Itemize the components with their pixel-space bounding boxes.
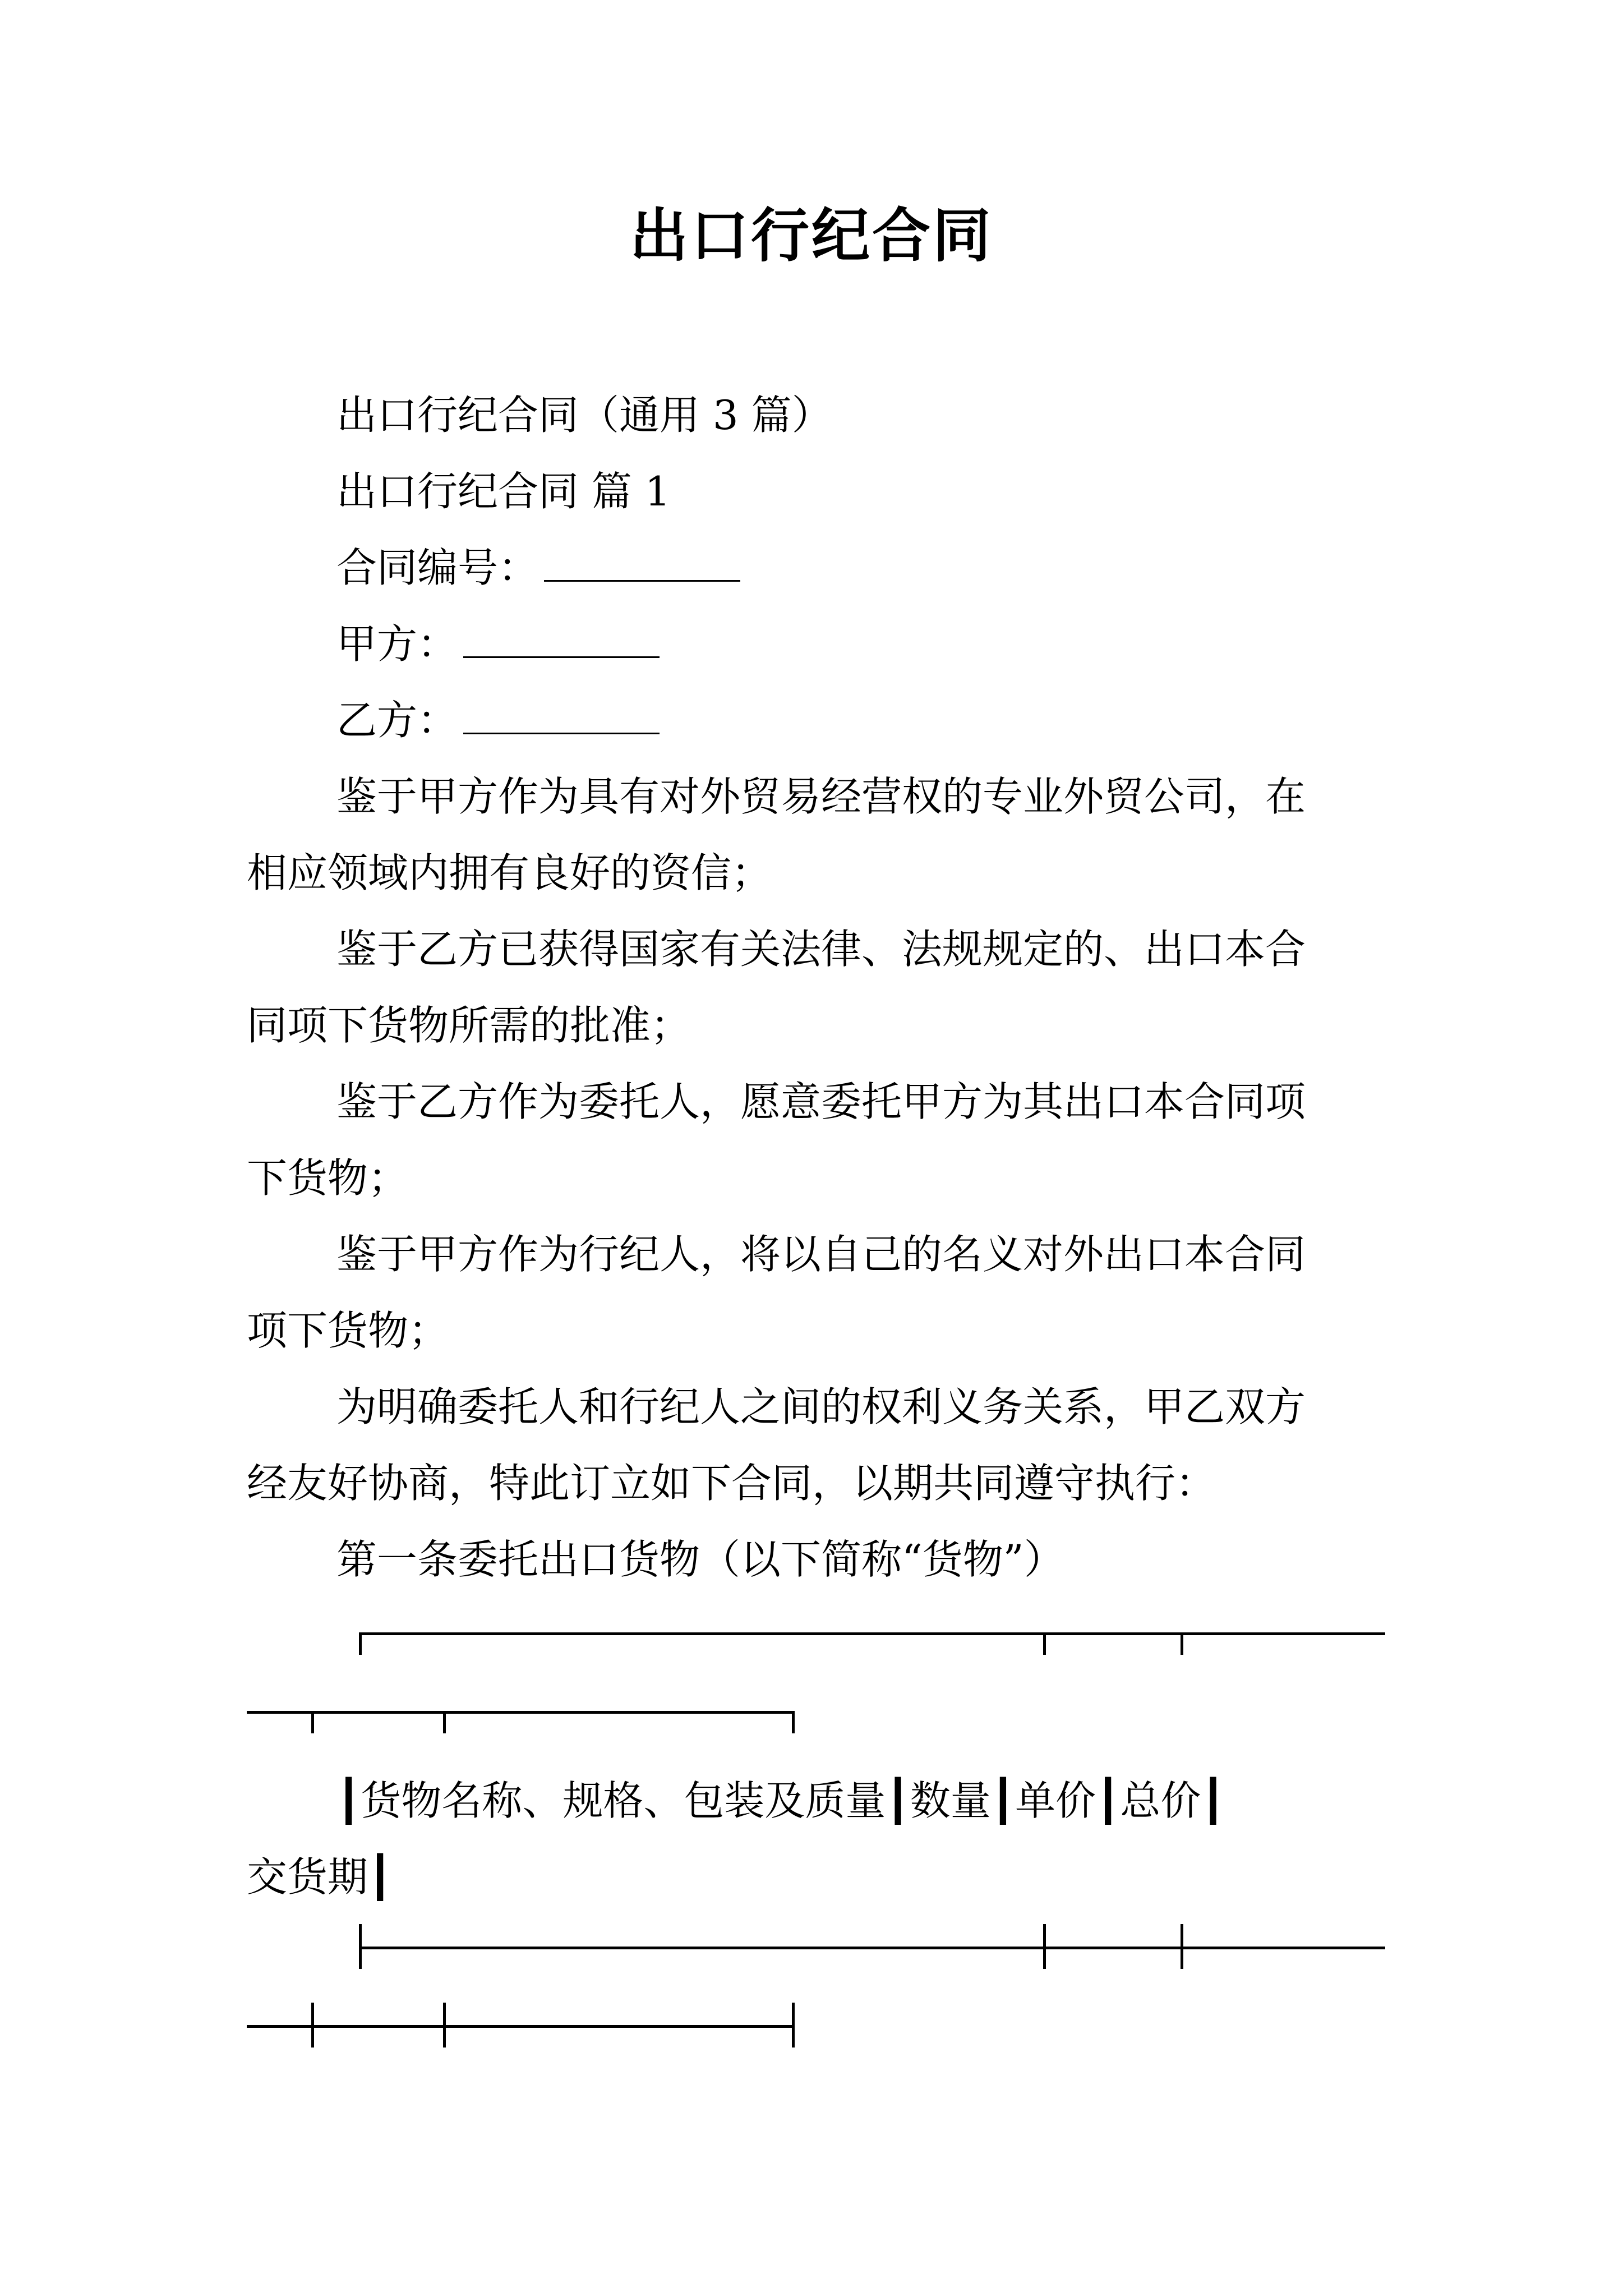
paragraph-4-line-2: 项下货物； — [247, 1307, 449, 1354]
party-b-label: 乙方： — [336, 697, 458, 744]
article-1-heading: 第一条委托出口货物（以下简称“货物”） — [336, 1536, 1064, 1583]
paragraph-2-line-1: 鉴于乙方已获得国家有关法律、法规规定的、出口本合 — [336, 926, 1306, 973]
paragraph-3-line-1: 鉴于乙方作为委托人，愿意委托甲方为其出口本合同项 — [336, 1078, 1306, 1125]
party-a-label: 甲方： — [336, 620, 458, 668]
party-a-blank — [463, 623, 660, 658]
paragraph-4-line-1: 鉴于甲方作为行纪人，将以自己的名义对外出口本合同 — [336, 1231, 1306, 1278]
party-a-row — [336, 616, 660, 672]
party-b-row — [336, 692, 660, 748]
paragraph-1-line-1: 鉴于甲方作为具有对外贸易经营权的专业外贸公司，在 — [336, 773, 1306, 820]
contract-no-row — [336, 540, 740, 596]
contract-no-label: 合同编号： — [336, 544, 539, 591]
table-header-row: ┃货物名称、规格、包装及质量┃数量┃单价┃总价┃ — [336, 1777, 1225, 1824]
paragraph-3-line-2: 下货物； — [247, 1154, 409, 1202]
document-title: 出口行纪合同 — [629, 201, 993, 270]
section-heading: 出口行纪合同 篇 1 — [336, 468, 671, 515]
party-b-blank — [463, 699, 660, 734]
paragraph-1-line-2: 相应领域内拥有良好的资信； — [247, 849, 772, 896]
table-header-row-continued: 交货期┃ — [247, 1853, 393, 1901]
document-subtitle: 出口行纪合同（通用 3 篇） — [336, 392, 832, 439]
paragraph-5-line-2: 经友好协商，特此订立如下合同，以期共同遵守执行： — [247, 1460, 1216, 1507]
contract-no-blank — [544, 546, 740, 582]
paragraph-2-line-2: 同项下货物所需的批准； — [247, 1002, 691, 1049]
paragraph-5-line-1: 为明确委托人和行纪人之间的权利义务关系，甲乙双方 — [336, 1383, 1306, 1430]
